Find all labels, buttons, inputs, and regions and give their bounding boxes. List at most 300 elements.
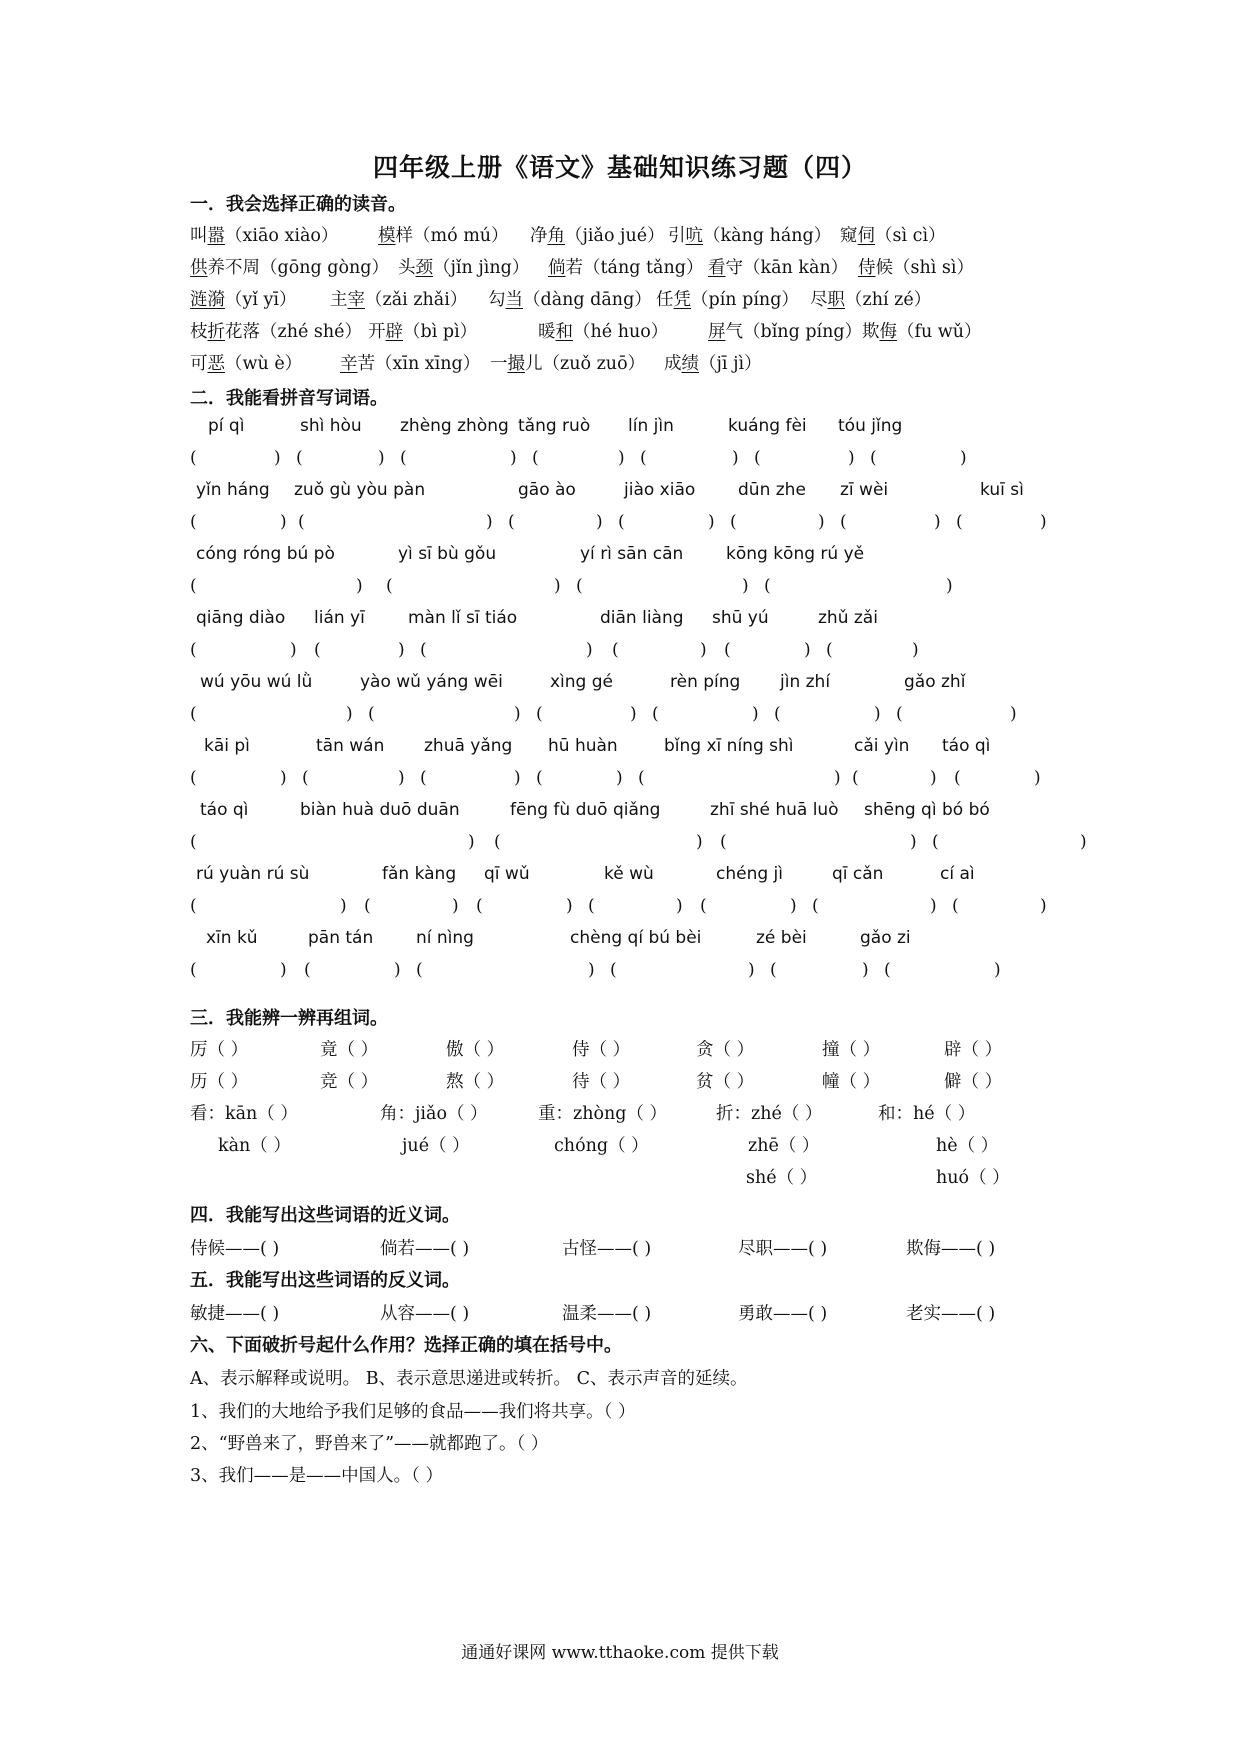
pronunciation-row bbox=[190, 254, 1070, 284]
item-text: 窥 bbox=[840, 226, 858, 246]
close-bracket: ) bbox=[834, 768, 841, 788]
pronunciation-item bbox=[530, 222, 665, 247]
word-group-item: hè（ ） bbox=[936, 1136, 999, 1156]
synonym-item: 倘若——( ) bbox=[380, 1239, 470, 1259]
pinyin-word: zhuā yǎng bbox=[424, 736, 513, 756]
item-text: （kàng háng） bbox=[703, 226, 832, 246]
section-1-heading: 一．我会选择正确的读音。 bbox=[190, 194, 406, 215]
antonym-item: 温柔——( ) bbox=[562, 1304, 652, 1324]
open-bracket: ( bbox=[508, 512, 515, 532]
close-bracket: ) bbox=[468, 832, 475, 852]
item-text: （jǐn jìng） bbox=[433, 258, 530, 278]
underlined-char: 凭 bbox=[673, 290, 691, 310]
close-bracket: ) bbox=[554, 576, 561, 596]
pinyin-word: zhèng zhòng bbox=[400, 416, 509, 436]
word-group-item: 幢（ ） bbox=[822, 1072, 881, 1092]
word-group-item: 和：hé（ ） bbox=[878, 1104, 976, 1124]
open-bracket: ( bbox=[416, 960, 423, 980]
antonym-item: 从容——( ) bbox=[380, 1304, 470, 1324]
close-bracket: ) bbox=[994, 960, 1001, 980]
open-bracket: ( bbox=[400, 448, 407, 468]
open-bracket: ( bbox=[618, 512, 625, 532]
open-bracket: ( bbox=[852, 768, 859, 788]
close-bracket: ) bbox=[398, 640, 405, 660]
antonym-item: 老实——( ) bbox=[906, 1304, 996, 1324]
underlined-char: 涟漪 bbox=[190, 290, 225, 310]
pinyin-word: wú yōu wú lǜ bbox=[200, 672, 313, 692]
open-bracket: ( bbox=[764, 576, 771, 596]
item-text: 枝 bbox=[190, 322, 208, 342]
answer-blank-row bbox=[190, 832, 1087, 860]
pronunciation-item bbox=[190, 350, 302, 375]
open-bracket: ( bbox=[190, 832, 197, 852]
pronunciation-item bbox=[378, 222, 509, 247]
item-text: 净 bbox=[530, 226, 548, 246]
word-group-row bbox=[190, 1036, 1070, 1066]
antonym-row bbox=[190, 1300, 1070, 1330]
answer-blank-row bbox=[190, 960, 1070, 988]
item-text: 叫 bbox=[190, 226, 208, 246]
pronunciation-item bbox=[548, 254, 703, 279]
pronunciation-item bbox=[190, 286, 297, 311]
answer-blank-row bbox=[190, 640, 1070, 668]
item-text: （pín píng） bbox=[691, 290, 799, 310]
pronunciation-item bbox=[368, 318, 477, 343]
underlined-char: 和 bbox=[555, 322, 573, 342]
item-text: （zhí zé） bbox=[845, 290, 932, 310]
pinyin-word: kuáng fèi bbox=[728, 416, 807, 436]
word-group-item: 竟（ ） bbox=[320, 1040, 379, 1060]
synonym-item: 侍候——( ) bbox=[190, 1239, 280, 1259]
pronunciation-item bbox=[340, 350, 480, 375]
underlined-char: 嚣 bbox=[207, 226, 225, 246]
underlined-char: 吭 bbox=[685, 226, 703, 246]
underlined-char: 屏 bbox=[708, 322, 726, 342]
pinyin-word: zhī shé huā luò bbox=[710, 800, 839, 820]
close-bracket: ) bbox=[752, 704, 759, 724]
item-text: 苦（xīn xīng） bbox=[357, 354, 481, 374]
pinyin-word: fǎn kàng bbox=[382, 864, 457, 884]
synonym-item: 尽职——( ) bbox=[738, 1239, 828, 1259]
pronunciation-item bbox=[490, 350, 645, 375]
item-text: （bì pì） bbox=[403, 322, 478, 342]
pronunciation-item bbox=[708, 254, 848, 279]
item-text: 可 bbox=[190, 354, 208, 374]
underlined-char: 恶 bbox=[207, 354, 225, 374]
close-bracket: ) bbox=[1040, 512, 1047, 532]
pinyin-word: diān liàng bbox=[600, 608, 684, 628]
pinyin-word: gǎo zhǐ bbox=[904, 672, 966, 692]
open-bracket: ( bbox=[532, 448, 539, 468]
pinyin-word: rèn píng bbox=[670, 672, 741, 692]
section-2-heading: 二．我能看拼音写词语。 bbox=[190, 388, 388, 409]
open-bracket: ( bbox=[190, 768, 197, 788]
open-bracket: ( bbox=[724, 640, 731, 660]
underlined-char: 模 bbox=[378, 226, 396, 246]
open-bracket: ( bbox=[652, 704, 659, 724]
pinyin-word: cǎi yìn bbox=[854, 736, 910, 756]
pinyin-word: màn lǐ sī tiáo bbox=[408, 608, 518, 628]
close-bracket: ) bbox=[616, 768, 623, 788]
close-bracket: ) bbox=[700, 640, 707, 660]
item-text: 养不周（gōng gòng） bbox=[207, 258, 389, 278]
open-bracket: ( bbox=[610, 960, 617, 980]
word-group-item: shé（ ） bbox=[746, 1168, 818, 1188]
open-bracket: ( bbox=[720, 832, 727, 852]
open-bracket: ( bbox=[952, 896, 959, 916]
item-text: 暖 bbox=[538, 322, 556, 342]
pinyin-word: zé bèi bbox=[756, 928, 807, 948]
close-bracket: ) bbox=[732, 448, 739, 468]
underlined-char: 侍 bbox=[858, 258, 876, 278]
pinyin-word: kě wù bbox=[604, 864, 654, 884]
pronunciation-item bbox=[858, 254, 974, 279]
underlined-char: 看 bbox=[708, 258, 726, 278]
close-bracket: ) bbox=[912, 640, 919, 660]
word-group-item: 看：kān（ ） bbox=[190, 1104, 298, 1124]
pinyin-word: tān wán bbox=[316, 736, 385, 756]
open-bracket: ( bbox=[840, 512, 847, 532]
open-bracket: ( bbox=[420, 640, 427, 660]
word-group-row bbox=[190, 1100, 1070, 1130]
open-bracket: ( bbox=[588, 896, 595, 916]
word-group-row bbox=[190, 1164, 1070, 1194]
close-bracket: ) bbox=[486, 512, 493, 532]
pinyin-word: cí aì bbox=[940, 864, 975, 884]
pinyin-word: chéng jì bbox=[716, 864, 783, 884]
word-group-item: 侍（ ） bbox=[572, 1040, 631, 1060]
answer-blank-row bbox=[190, 512, 1070, 540]
open-bracket: ( bbox=[364, 896, 371, 916]
close-bracket: ) bbox=[452, 896, 459, 916]
close-bracket: ) bbox=[818, 512, 825, 532]
pinyin-row bbox=[190, 800, 1070, 828]
pinyin-word: xīn kǔ bbox=[206, 928, 258, 948]
word-group-row bbox=[190, 1132, 1070, 1162]
pronunciation-item bbox=[538, 318, 668, 343]
open-bracket: ( bbox=[774, 704, 781, 724]
underlined-char: 侮 bbox=[879, 322, 897, 342]
close-bracket: ) bbox=[930, 896, 937, 916]
item-text: （sì cì） bbox=[875, 226, 946, 246]
open-bracket: ( bbox=[190, 448, 197, 468]
item-text: 勾 bbox=[488, 290, 506, 310]
answer-blank-row bbox=[190, 576, 1070, 604]
pinyin-row bbox=[190, 416, 1070, 444]
synonym-item: 欺侮——( ) bbox=[906, 1239, 996, 1259]
dash-question-3: 3、我们——是——中国人。（ ） bbox=[190, 1466, 443, 1486]
pronunciation-item bbox=[190, 254, 389, 279]
word-group-item: 撞（ ） bbox=[822, 1040, 881, 1060]
open-bracket: ( bbox=[368, 704, 375, 724]
pinyin-word: táo qì bbox=[942, 736, 991, 756]
antonym-item: 敏捷——( ) bbox=[190, 1304, 280, 1324]
item-text: 守（kān kàn） bbox=[725, 258, 849, 278]
close-bracket: ) bbox=[1040, 896, 1047, 916]
dash-question-1: 1、我们的大地给予我们足够的食品——我们将共享。（ ） bbox=[190, 1402, 636, 1422]
close-bracket: ) bbox=[514, 768, 521, 788]
open-bracket: ( bbox=[638, 768, 645, 788]
underlined-char: 倘 bbox=[548, 258, 566, 278]
word-group-item: 历（ ） bbox=[190, 1072, 249, 1092]
open-bracket: ( bbox=[612, 640, 619, 660]
open-bracket: ( bbox=[190, 704, 197, 724]
item-text: 开 bbox=[368, 322, 386, 342]
pinyin-word: chèng qí bú bèi bbox=[570, 928, 702, 948]
pinyin-word: yǐn háng bbox=[196, 480, 270, 500]
open-bracket: ( bbox=[826, 640, 833, 660]
item-text: （dàng dāng） bbox=[523, 290, 652, 310]
open-bracket: ( bbox=[420, 768, 427, 788]
open-bracket: ( bbox=[932, 832, 939, 852]
item-text: （fu wǔ） bbox=[897, 322, 982, 342]
item-text: 样（mó mú） bbox=[395, 226, 509, 246]
dash-options: A、表示解释或说明。 B、表示意思递进或转折。 C、表示声音的延续。 bbox=[190, 1369, 748, 1389]
pinyin-word: kuī sì bbox=[980, 480, 1024, 500]
close-bracket: ) bbox=[790, 896, 797, 916]
item-text: 欺 bbox=[862, 322, 880, 342]
open-bracket: ( bbox=[190, 896, 197, 916]
dash-question-2: 2、“野兽来了，野兽来了”——就都跑了。（ ） bbox=[190, 1434, 549, 1454]
section-3-heading: 三．我能辨一辨再组词。 bbox=[190, 1008, 388, 1029]
open-bracket: ( bbox=[298, 512, 305, 532]
footer-credit: 通通好课网 www.tthaoke.com 提供下载 bbox=[461, 1643, 779, 1663]
word-group-item: 厉（ ） bbox=[190, 1040, 249, 1060]
close-bracket: ) bbox=[862, 960, 869, 980]
pinyin-word: yào wǔ yáng wēi bbox=[360, 672, 503, 692]
item-text: （zǎi zhǎi） bbox=[365, 290, 468, 310]
underlined-char: 折 bbox=[207, 322, 225, 342]
close-bracket: ) bbox=[676, 896, 683, 916]
answer-blank-row bbox=[190, 448, 1070, 476]
section-5-heading: 五．我能写出这些词语的反义词。 bbox=[190, 1270, 460, 1291]
item-text: 引 bbox=[668, 226, 686, 246]
item-text: 主 bbox=[330, 290, 348, 310]
close-bracket: ) bbox=[910, 832, 917, 852]
close-bracket: ) bbox=[1010, 704, 1017, 724]
pinyin-row bbox=[190, 672, 1070, 700]
pinyin-word: tóu jǐng bbox=[838, 416, 903, 436]
pinyin-word: lián yī bbox=[314, 608, 365, 628]
open-bracket: ( bbox=[812, 896, 819, 916]
open-bracket: ( bbox=[296, 448, 303, 468]
pinyin-word: xìng gé bbox=[550, 672, 614, 692]
item-text: （jiǎo jué） bbox=[565, 226, 665, 246]
word-group-item: 僻（ ） bbox=[944, 1072, 1003, 1092]
page-title: 四年级上册《语文》基础知识练习题（四） bbox=[372, 153, 867, 182]
pinyin-word: zī wèi bbox=[840, 480, 889, 500]
word-group-item: zhē（ ） bbox=[748, 1136, 820, 1156]
word-group-item: 折：zhé（ ） bbox=[716, 1104, 823, 1124]
pronunciation-item bbox=[664, 350, 762, 375]
close-bracket: ) bbox=[1080, 832, 1087, 852]
pronunciation-item bbox=[656, 286, 799, 311]
pinyin-word: tǎng ruò bbox=[518, 416, 591, 436]
answer-blank-row bbox=[190, 896, 1070, 924]
item-text: 成 bbox=[664, 354, 682, 374]
word-group-row bbox=[190, 1068, 1070, 1098]
pinyin-word: lín jìn bbox=[628, 416, 674, 436]
item-text: 候（shì sì） bbox=[875, 258, 974, 278]
open-bracket: ( bbox=[700, 896, 707, 916]
pinyin-word: jìn zhí bbox=[780, 672, 831, 692]
close-bracket: ) bbox=[290, 640, 297, 660]
item-text: 若（táng tǎng） bbox=[565, 258, 704, 278]
open-bracket: ( bbox=[304, 960, 311, 980]
pronunciation-item bbox=[862, 318, 982, 343]
pinyin-word: kōng kōng rú yě bbox=[726, 544, 865, 564]
underlined-char: 撮 bbox=[507, 354, 525, 374]
close-bracket: ) bbox=[1034, 768, 1041, 788]
pinyin-word: rú yuàn rú sù bbox=[196, 864, 310, 884]
pronunciation-row bbox=[190, 318, 1070, 348]
word-group-item: 重：zhòng（ ） bbox=[538, 1104, 668, 1124]
pinyin-word: dūn zhe bbox=[738, 480, 806, 500]
synonym-row bbox=[190, 1235, 1070, 1265]
close-bracket: ) bbox=[586, 640, 593, 660]
open-bracket: ( bbox=[190, 960, 197, 980]
pronunciation-item bbox=[190, 222, 338, 247]
pinyin-word: fēng fù duō qiǎng bbox=[510, 800, 661, 820]
open-bracket: ( bbox=[536, 704, 543, 724]
item-text: （wù è） bbox=[225, 354, 303, 374]
open-bracket: ( bbox=[884, 960, 891, 980]
pronunciation-item bbox=[708, 318, 862, 343]
open-bracket: ( bbox=[954, 768, 961, 788]
close-bracket: ) bbox=[398, 768, 405, 788]
item-text: 气（bǐng píng） bbox=[725, 322, 863, 342]
open-bracket: ( bbox=[754, 448, 761, 468]
word-group-item: 贫（ ） bbox=[696, 1072, 755, 1092]
close-bracket: ) bbox=[934, 512, 941, 532]
item-text: （yǐ yī） bbox=[225, 290, 297, 310]
close-bracket: ) bbox=[618, 448, 625, 468]
pinyin-word: yí rì sān cān bbox=[580, 544, 684, 564]
close-bracket: ) bbox=[280, 512, 287, 532]
close-bracket: ) bbox=[378, 448, 385, 468]
pinyin-word: bǐng xī níng shì bbox=[664, 736, 794, 756]
pinyin-word: hū huàn bbox=[548, 736, 618, 756]
close-bracket: ) bbox=[696, 832, 703, 852]
close-bracket: ) bbox=[848, 448, 855, 468]
pinyin-word: shēng qì bó bó bbox=[864, 800, 990, 820]
close-bracket: ) bbox=[960, 448, 967, 468]
word-group-item: kàn（ ） bbox=[218, 1136, 291, 1156]
pinyin-word: qiāng diào bbox=[196, 608, 286, 628]
pinyin-word: shū yú bbox=[712, 608, 769, 628]
section-4-heading: 四．我能写出这些词语的近义词。 bbox=[190, 1205, 460, 1226]
pronunciation-item bbox=[810, 286, 931, 311]
item-text: 任 bbox=[656, 290, 674, 310]
close-bracket: ) bbox=[742, 576, 749, 596]
item-text: 一 bbox=[490, 354, 508, 374]
close-bracket: ) bbox=[874, 704, 881, 724]
section-6-heading: 六、下面破折号起什么作用？选择正确的填在括号中。 bbox=[190, 1335, 622, 1356]
pinyin-word: cóng róng bú pò bbox=[196, 544, 335, 564]
open-bracket: ( bbox=[730, 512, 737, 532]
underlined-char: 供 bbox=[190, 258, 208, 278]
close-bracket: ) bbox=[356, 576, 363, 596]
close-bracket: ) bbox=[708, 512, 715, 532]
answer-blank-row bbox=[190, 768, 1070, 796]
underlined-char: 宰 bbox=[347, 290, 365, 310]
item-text: （hé huo） bbox=[573, 322, 669, 342]
close-bracket: ) bbox=[588, 960, 595, 980]
pinyin-word: gāo ào bbox=[518, 480, 576, 500]
open-bracket: ( bbox=[476, 896, 483, 916]
underlined-char: 当 bbox=[505, 290, 523, 310]
close-bracket: ) bbox=[280, 768, 287, 788]
word-group-item: 贪（ ） bbox=[696, 1040, 755, 1060]
pronunciation-item bbox=[668, 222, 831, 247]
open-bracket: ( bbox=[770, 960, 777, 980]
pinyin-word: kāi pì bbox=[204, 736, 250, 756]
underlined-char: 辛 bbox=[340, 354, 358, 374]
item-text: 尽 bbox=[810, 290, 828, 310]
pronunciation-item bbox=[488, 286, 652, 311]
close-bracket: ) bbox=[514, 704, 521, 724]
close-bracket: ) bbox=[510, 448, 517, 468]
item-text: 花落（zhé shé） bbox=[225, 322, 363, 342]
pinyin-row bbox=[190, 736, 1070, 764]
answer-blank-row bbox=[190, 704, 1070, 732]
underlined-char: 辟 bbox=[385, 322, 403, 342]
item-text: 儿（zuǒ zuō） bbox=[525, 354, 646, 374]
pinyin-word: biàn huà duō duān bbox=[300, 800, 460, 820]
word-group-item: 竞（ ） bbox=[320, 1072, 379, 1092]
pronunciation-row bbox=[190, 286, 1070, 316]
open-bracket: ( bbox=[640, 448, 647, 468]
pinyin-word: yì sī bù gǒu bbox=[398, 544, 497, 564]
pinyin-row bbox=[190, 608, 1070, 636]
word-group-item: jué（ ） bbox=[402, 1136, 470, 1156]
underlined-char: 职 bbox=[827, 290, 845, 310]
close-bracket: ) bbox=[566, 896, 573, 916]
open-bracket: ( bbox=[956, 512, 963, 532]
underlined-char: 伺 bbox=[857, 226, 875, 246]
close-bracket: ) bbox=[274, 448, 281, 468]
pronunciation-item bbox=[840, 222, 946, 247]
pronunciation-row bbox=[190, 350, 1070, 380]
close-bracket: ) bbox=[946, 576, 953, 596]
underlined-char: 绩 bbox=[681, 354, 699, 374]
pinyin-word: ní nìng bbox=[416, 928, 474, 948]
word-group-item: huó（ ） bbox=[936, 1168, 1010, 1188]
open-bracket: ( bbox=[494, 832, 501, 852]
pinyin-word: qī wǔ bbox=[484, 864, 530, 884]
pronunciation-row bbox=[190, 222, 1070, 252]
pinyin-word: pān tán bbox=[308, 928, 374, 948]
antonym-item: 勇敢——( ) bbox=[738, 1304, 828, 1324]
open-bracket: ( bbox=[870, 448, 877, 468]
pinyin-word: pí qì bbox=[208, 416, 245, 436]
item-text: 头 bbox=[398, 258, 416, 278]
pinyin-row bbox=[190, 480, 1070, 508]
open-bracket: ( bbox=[190, 576, 197, 596]
close-bracket: ) bbox=[930, 768, 937, 788]
pinyin-row bbox=[190, 928, 1070, 956]
word-group-item: 待（ ） bbox=[572, 1072, 631, 1092]
open-bracket: ( bbox=[190, 640, 197, 660]
open-bracket: ( bbox=[302, 768, 309, 788]
pinyin-row bbox=[190, 864, 1070, 892]
open-bracket: ( bbox=[536, 768, 543, 788]
word-group-item: 角：jiǎo（ ） bbox=[380, 1104, 488, 1124]
word-group-item: 傲（ ） bbox=[446, 1040, 505, 1060]
pinyin-word: shì hòu bbox=[300, 416, 362, 436]
word-group-item: 辟（ ） bbox=[944, 1040, 1003, 1060]
close-bracket: ) bbox=[346, 704, 353, 724]
